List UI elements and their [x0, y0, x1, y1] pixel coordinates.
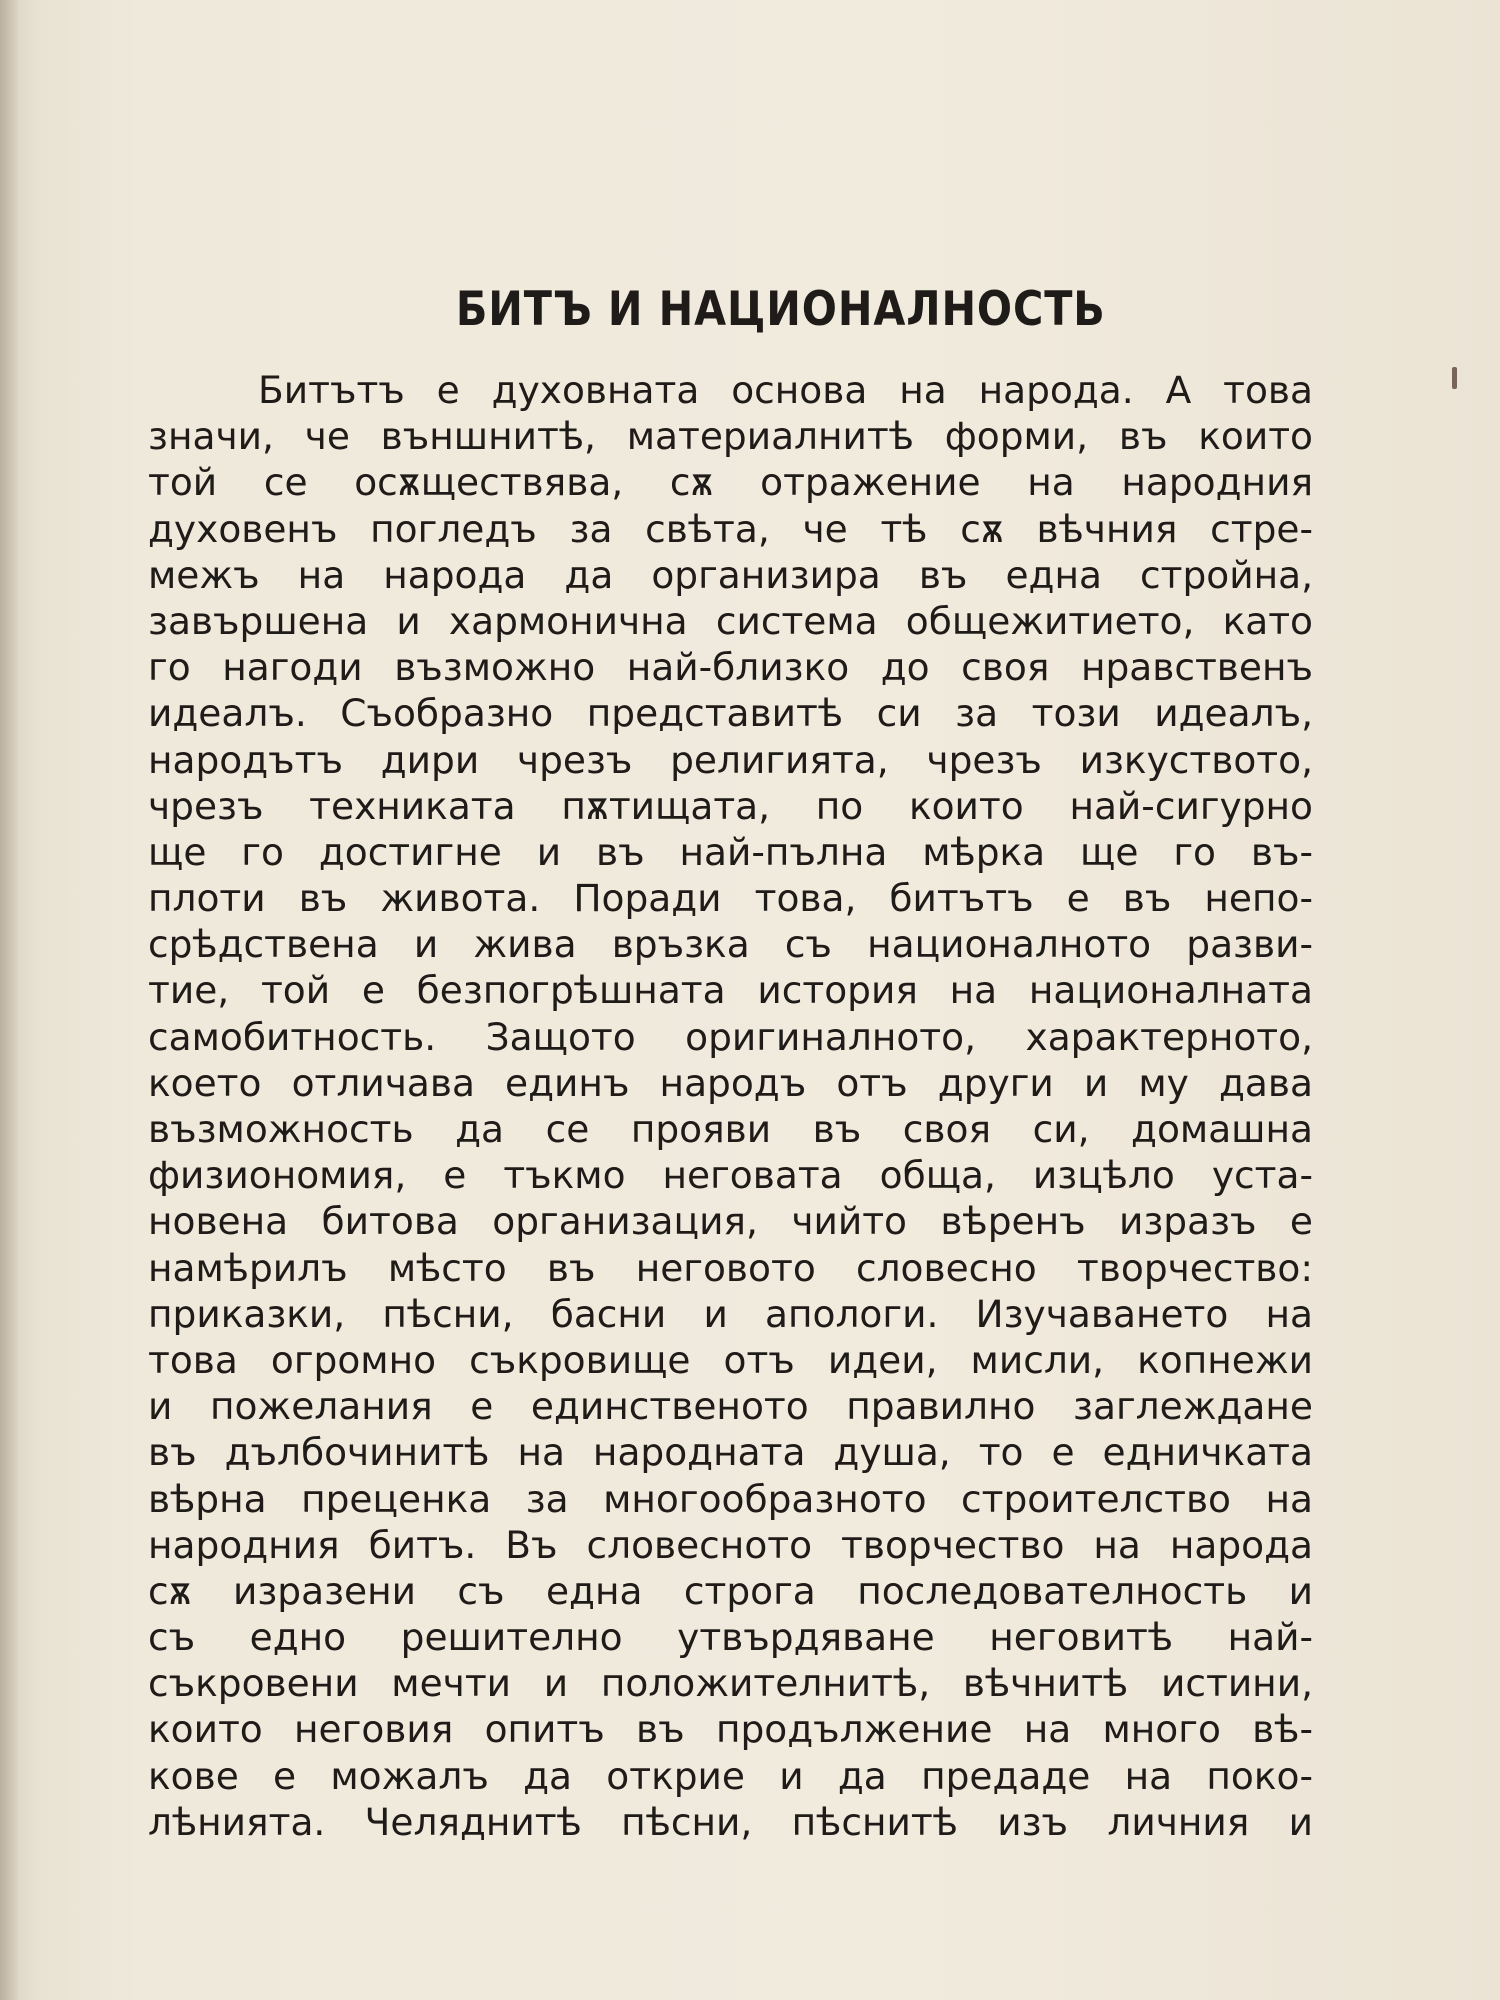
- text-line: народътъ дири чрезъ религията, чрезъ изкуството,: [148, 737, 1313, 782]
- text-line: съкровени мечти и положителнитѣ, вѣчнитѣ истини,: [148, 1661, 1313, 1706]
- ink-speck: [1452, 367, 1457, 389]
- text-line: физиономия, е тъкмо неговата обща, изцѣло уста-: [148, 1153, 1313, 1198]
- text-line: лѣнията. Челяднитѣ пѣсни, пѣснитѣ изъ личния и: [148, 1799, 1313, 1844]
- text-line: самобитность. Защото оригиналното, характерното,: [148, 1014, 1313, 1059]
- text-line: Битътъ е духовната основа на народа. А това: [258, 368, 1313, 412]
- text-line: вѣрна преценка за многообразното строителство на: [148, 1476, 1313, 1521]
- text-line: межъ на народа да организира въ една стройна,: [148, 552, 1313, 597]
- text-line: духовенъ погледъ за свѣта, че тѣ сѫ вѣчния стре-: [148, 506, 1313, 551]
- text-line: новена битова организация, чийто вѣренъ изразъ е: [148, 1199, 1313, 1244]
- text-line: значи, че външнитѣ, материалнитѣ форми, въ които: [148, 414, 1313, 459]
- chapter-title: БИТЪ И НАЦИОНАЛНОСТЬ: [455, 282, 1106, 337]
- text-line: тие, той е безпогрѣшната история на националната: [148, 968, 1313, 1013]
- text-line: приказки, пѣсни, басни и апологи. Изучаването на: [148, 1291, 1313, 1336]
- text-line: което отличава единъ народъ отъ други и му дава: [148, 1060, 1313, 1105]
- text-line: той се осѫществява, сѫ отражение на народния: [148, 460, 1313, 505]
- text-line: намѣрилъ мѣсто въ неговото словесно творчество:: [148, 1245, 1313, 1290]
- text-line: възможность да се прояви въ своя си, домашна: [148, 1107, 1313, 1151]
- text-line: съ едно решително утвърдяване неговитѣ най-: [148, 1615, 1313, 1660]
- text-line: идеалъ. Съобразно представитѣ си за този идеалъ,: [148, 691, 1313, 736]
- text-line: го нагоди възможно най-близко до своя нравственъ: [148, 645, 1313, 690]
- text-line: плоти въ живота. Поради това, битътъ е въ непо-: [148, 876, 1313, 921]
- text-line: и пожелания е единственото правилно заглеждане: [148, 1384, 1313, 1429]
- text-line: сѫ изразени съ една строга последователность и: [148, 1568, 1313, 1613]
- page-gutter-shadow: [0, 0, 18, 2000]
- body-text: [148, 367, 1313, 1845]
- text-line: въ дълбочинитѣ на народната душа, то е едничката: [148, 1430, 1313, 1475]
- text-line: завършена и хармонична система общежитието, като: [148, 598, 1313, 643]
- text-line: това огромно съкровище отъ идеи, мисли, копнежи: [148, 1337, 1313, 1382]
- text-line: народния битъ. Въ словесното творчество на народа: [148, 1522, 1313, 1567]
- text-line: ще го достигне и въ най-пълна мѣрка ще го въ-: [148, 829, 1313, 874]
- text-line: които неговия опитъ въ продължение на много вѣ-: [148, 1707, 1313, 1752]
- text-line: кове е можалъ да открие и да предаде на поко-: [148, 1753, 1313, 1798]
- text-line: чрезъ техниката пѫтищата, по които най-сигурно: [148, 783, 1313, 828]
- text-line: срѣдствена и жива връзка съ националното разви-: [148, 922, 1313, 967]
